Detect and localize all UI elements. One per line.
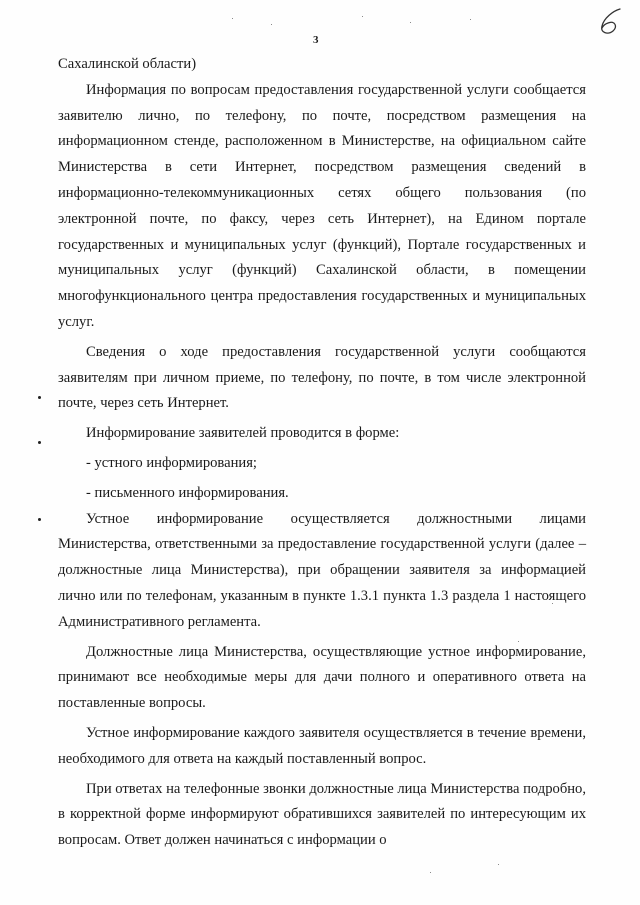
list-item-written: - письменного информирования.	[86, 484, 289, 501]
scan-speckle	[271, 24, 272, 25]
margin-mark	[38, 441, 41, 444]
paragraph-officials-measures: Должностные лица Министерства, осуществляющие устное информирование, принимают все необходимые меры для дачи полного и оперативного ответа на поставленные вопросы.	[58, 643, 586, 712]
paragraph-oral-informing: Устное информирование осуществляется должностными лицами Министерства, ответственными за предоставление государственной услуги (далее – должностные лица Министерства), при обращении заявителя за информацией лично или по телефонам, указанным в пункте 1.3.1 пункта 1.3 раздела 1 настоящего Административного регламента.	[58, 510, 586, 630]
scan-speckle	[470, 19, 471, 20]
document-body	[58, 52, 586, 854]
scan-speckle	[430, 872, 431, 873]
list-item-oral: - устного информирования;	[86, 454, 257, 471]
paragraph-forms-intro: Информирование заявителей проводится в форме:	[86, 425, 400, 442]
scan-speckle	[232, 18, 233, 19]
margin-mark	[38, 396, 41, 399]
page-number: 3	[313, 34, 319, 46]
paragraph-progress-info: Сведения о ходе предоставления государственной услуги сообщаются заявителям при личном приеме, по телефону, по почте, в том числе электронной почте, через сеть Интернет.	[58, 343, 586, 412]
scan-speckle	[498, 864, 499, 865]
margin-mark	[38, 518, 41, 521]
handwritten-page-mark	[596, 6, 628, 36]
scan-speckle	[362, 16, 363, 17]
paragraph-oral-duration: Устное информирование каждого заявителя осуществляется в течение времени, необходимого для ответа на каждый поставленный вопрос.	[58, 724, 586, 767]
paragraph-information-channels: Информация по вопросам предоставления государственной услуги сообщается заявителю лично, по телефону, по почте, посредством размещения на информационном стенде, расположенном в Министерстве, на официальном сайте Министерства в сети Интернет, посредством размещения сведений в информационно-телекоммуникационных сетях общего пользования (по электронной почте, по факсу, через сеть Интернет), на Едином портале государственных и муниципальных услуг (функций), Портале государственных и муниципальных услуг (функций) Сахалинской области, в помещении многофункционального центра предоставления государственных и муниципальных услуг.	[58, 81, 586, 330]
paragraph-phone-answers: При ответах на телефонные звонки должностные лица Министерства подробно, в корректной форме информируют обратившихся заявителей по интересующим их вопросам. Ответ должен начинаться с информации о	[58, 780, 586, 849]
scan-speckle	[410, 22, 411, 23]
paragraph-continuation: Сахалинской области)	[58, 56, 197, 72]
